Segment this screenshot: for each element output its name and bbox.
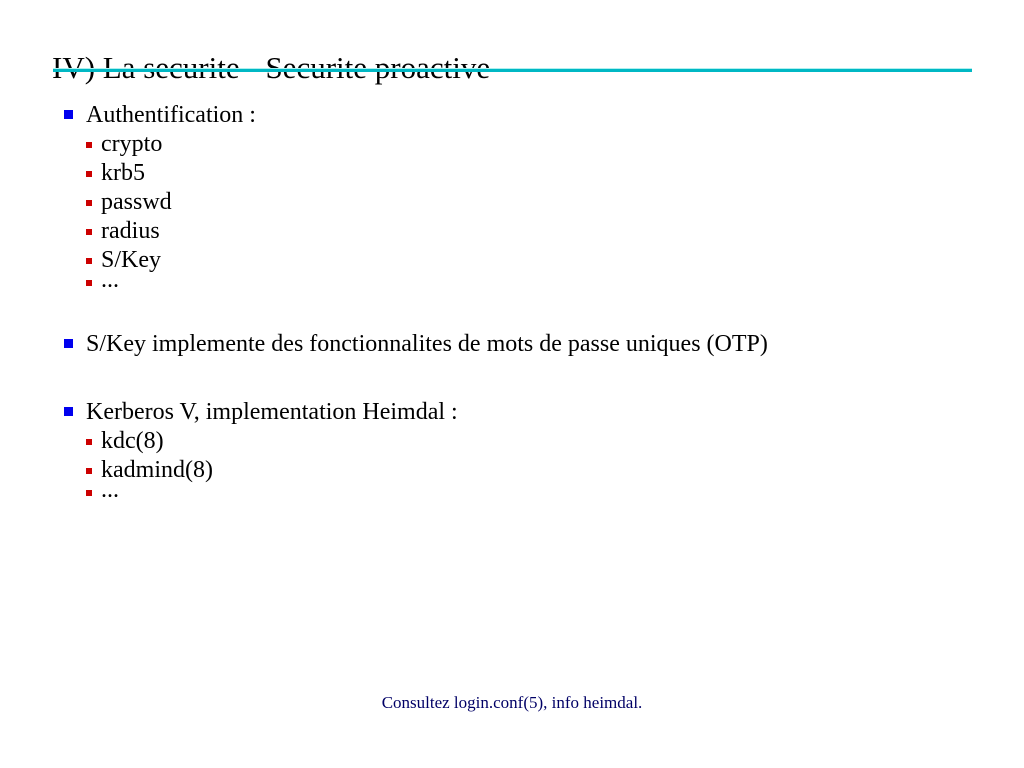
- list-item-ellipsis: [0, 477, 1024, 503]
- bullet-group-authentification: [0, 100, 1024, 291]
- blue-square-bullet-icon: [64, 407, 73, 416]
- list-item-label: Authentification :: [86, 102, 256, 128]
- list-item: [0, 130, 1024, 159]
- sublist-authentification: [0, 130, 1024, 291]
- red-square-bullet-icon: [86, 439, 92, 445]
- list-item: [0, 427, 1024, 456]
- list-item-label: passwd: [101, 189, 172, 215]
- blue-square-bullet-icon: [64, 110, 73, 119]
- red-square-bullet-icon: [86, 258, 92, 264]
- list-item: [0, 456, 1024, 485]
- red-square-bullet-icon: [86, 229, 92, 235]
- footer-note: Consultez login.conf(5), info heimdal.: [381, 693, 643, 712]
- list-item-label: radius: [101, 218, 160, 244]
- list-item-label: S/Key implemente des fonctionnalites de mots de passe uniques (OTP): [86, 331, 768, 357]
- bullet-group-kerberos: [0, 397, 1024, 501]
- red-square-bullet-icon: [86, 171, 92, 177]
- red-square-bullet-icon: [86, 280, 92, 286]
- sublist-kerberos: [0, 427, 1024, 501]
- blue-square-bullet-icon: [64, 339, 73, 348]
- red-square-bullet-icon: [86, 468, 92, 474]
- list-item: [0, 397, 1024, 427]
- list-item-label: ...: [101, 267, 119, 293]
- title-underline-rule: [53, 68, 972, 72]
- list-item-label: S/Key: [101, 247, 161, 273]
- list-item: [0, 329, 1024, 359]
- list-item: [0, 188, 1024, 217]
- list-item: [0, 100, 1024, 130]
- list-item: [0, 217, 1024, 246]
- bullet-group-skey: [0, 329, 1024, 359]
- list-item-label: kdc(8): [101, 428, 164, 454]
- list-item-ellipsis: [0, 267, 1024, 293]
- slide-body: [0, 100, 1024, 501]
- list-item: [0, 159, 1024, 188]
- list-item-label: Kerberos V, implementation Heimdal :: [86, 399, 458, 425]
- list-item: [0, 246, 1024, 275]
- list-item-label: ...: [101, 477, 119, 503]
- list-item-label: kadmind(8): [101, 457, 213, 483]
- list-item-label: krb5: [101, 160, 145, 186]
- list-item-label: crypto: [101, 131, 163, 157]
- red-square-bullet-icon: [86, 200, 92, 206]
- red-square-bullet-icon: [86, 142, 92, 148]
- red-square-bullet-icon: [86, 490, 92, 496]
